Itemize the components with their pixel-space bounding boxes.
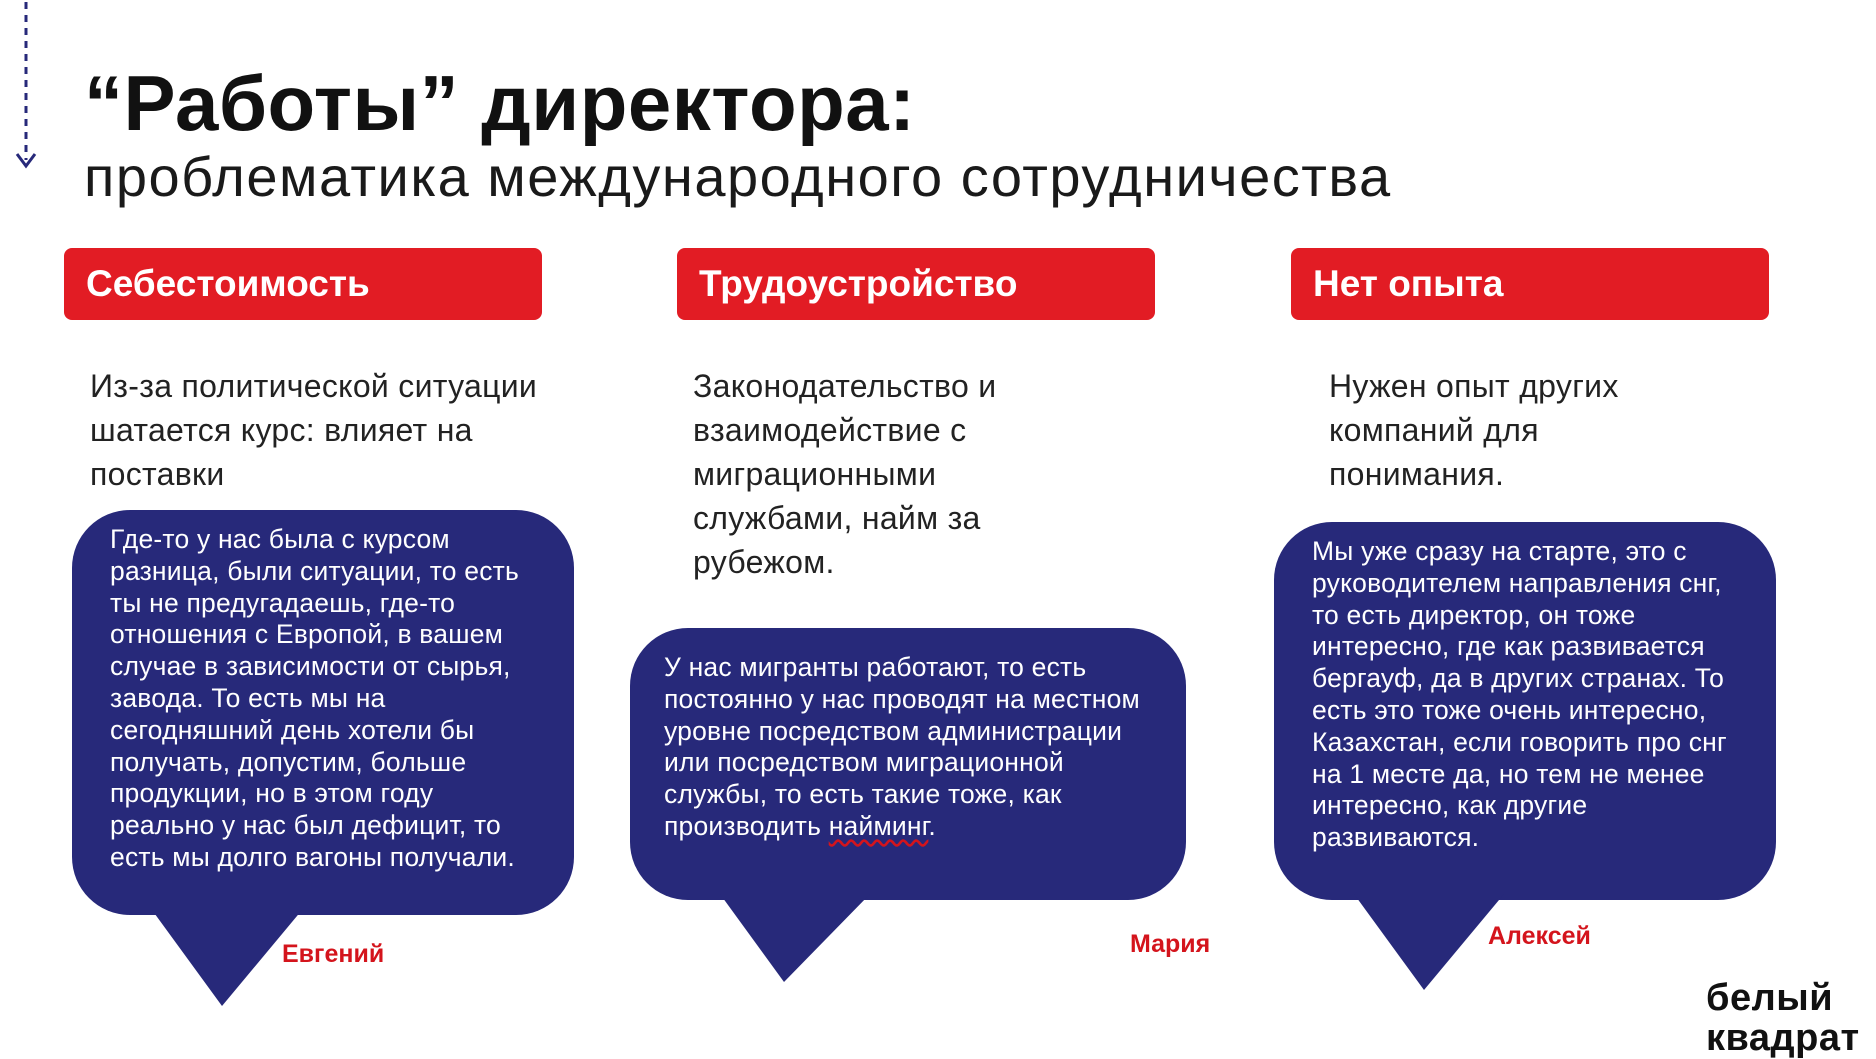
speaker-name: Евгений — [282, 940, 385, 968]
logo-line-2: квадрат — [1706, 1017, 1860, 1059]
page-subtitle: проблематика международного сотрудничества — [84, 145, 1392, 208]
bubble-tail — [720, 894, 870, 986]
quote-bubble-evgeniy — [72, 510, 574, 915]
speaker-name: Алексей — [1488, 922, 1591, 950]
quote-text: У нас мигранты работают, то есть постоянно у нас проводят на местном уровне посредством администрации или посредством миграционной службы, то есть такие тоже, как производить найминг. — [664, 652, 1140, 841]
bubble-tail — [152, 910, 302, 1010]
tag-employment: Трудоустройство — [677, 248, 1155, 320]
description-employment: Законодательство и взаимодействие с миграционными службами, найм за рубежом. — [693, 368, 997, 580]
dashed-down-arrow-icon — [14, 0, 38, 180]
logo-line-1: белый — [1706, 977, 1834, 1019]
tag-no-experience: Нет опыта — [1291, 248, 1769, 320]
quote-bubble-aleksey — [1274, 522, 1776, 900]
flagged-word: найминг — [828, 810, 929, 841]
quote-text: Мы уже сразу на старте, это с руководителем направления снг, то есть директор, он тоже интересно, где как развивается бергауф, да в других странах. То есть это тоже очень интересно, Казахстан, если говорить про снг на 1 месте да, но тем не менее интересно, как другие развиваются. — [1312, 536, 1727, 853]
speaker-name: Мария — [1130, 930, 1211, 958]
brand-logo — [1706, 978, 1876, 1058]
description-cost: Из-за политической ситуации шатается курс: влияет на поставки — [90, 368, 538, 492]
quote-text: Где-то у нас была с курсом разница, были ситуации, то есть ты не предугадаешь, где-то отношения с Европой, в вашем случае в зависимости от сырья, завода. То есть мы на сегодняшний день хотели бы получать, допустим, больше продукции, но в этом году реально у нас был дефицит, то есть мы долго вагоны получали. — [110, 524, 520, 872]
description-no-experience: Нужен опыт других компаний для понимания. — [1329, 368, 1619, 492]
page-title: “Работы” директора: — [84, 59, 916, 147]
tag-cost: Себестоимость — [64, 248, 542, 320]
bubble-tail — [1354, 894, 1504, 994]
quote-bubble-maria — [630, 628, 1186, 900]
